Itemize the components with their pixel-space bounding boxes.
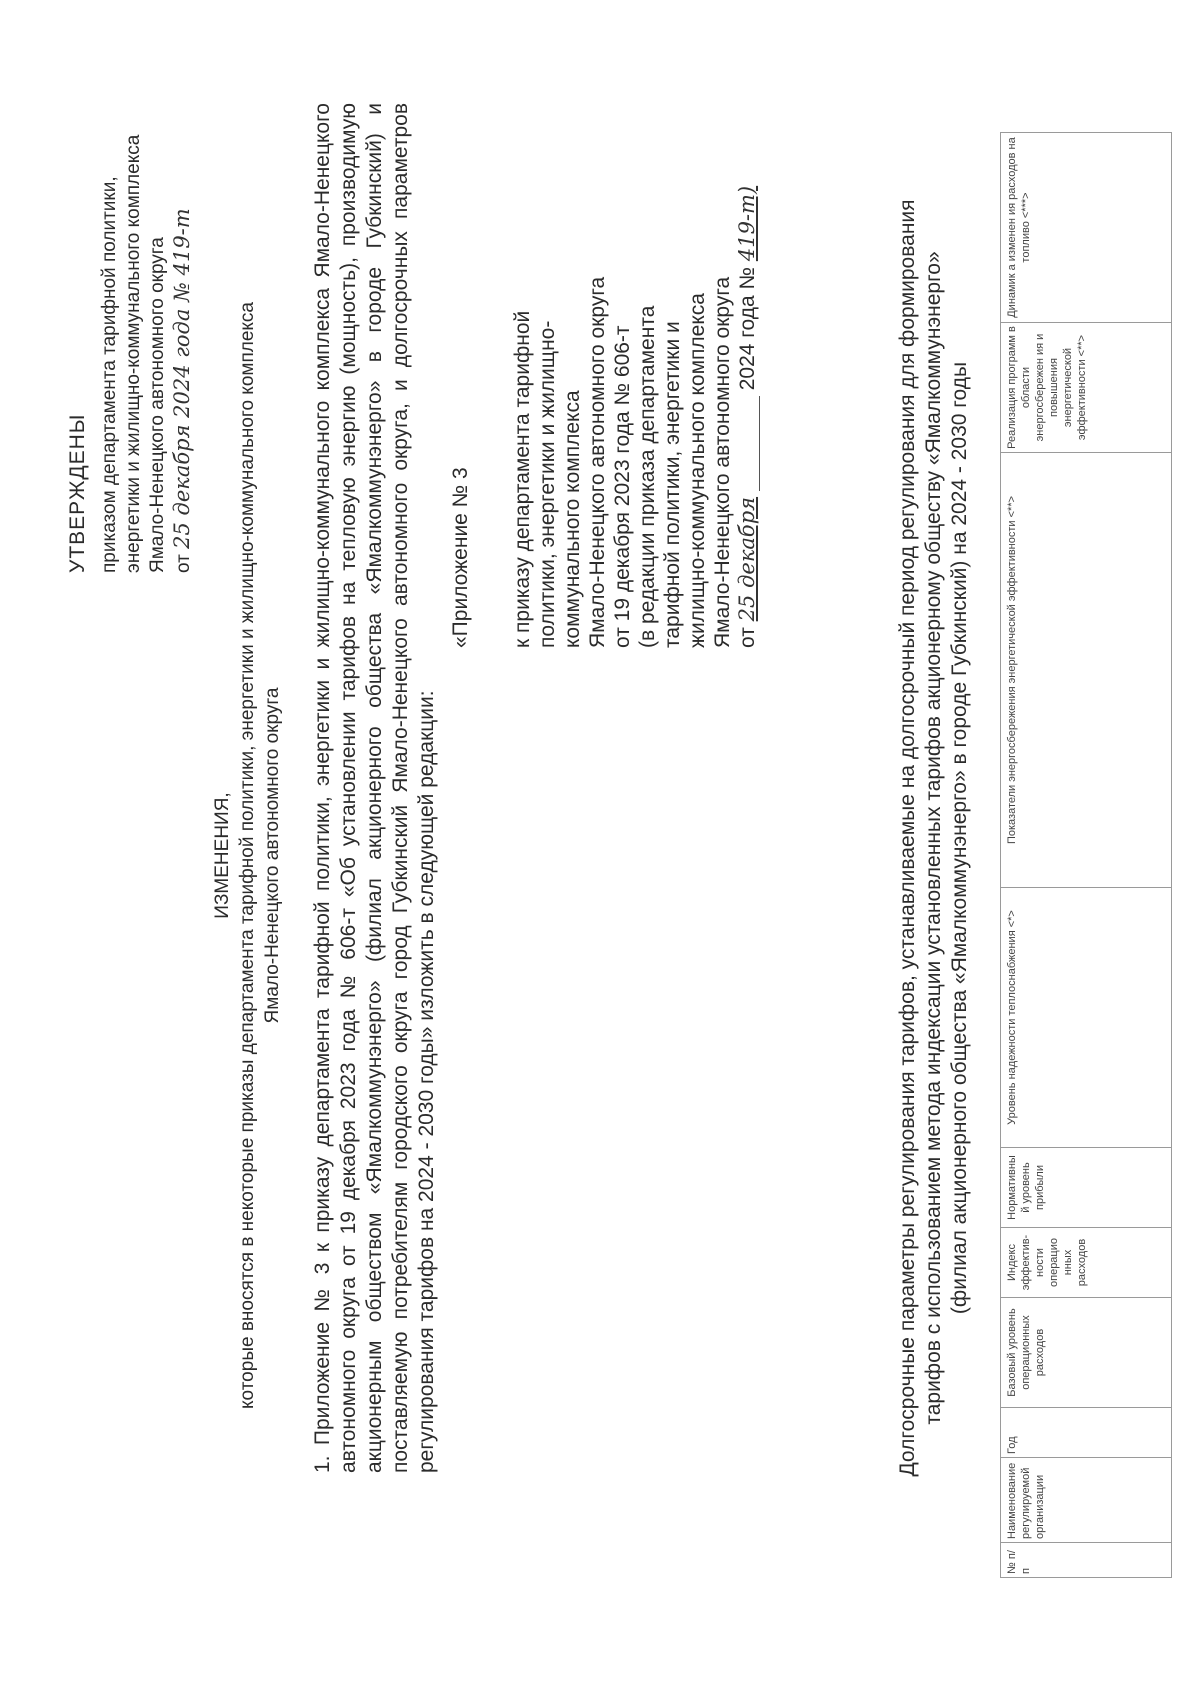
table-header-cell: Год xyxy=(1001,1408,1172,1458)
table-header-cell: Наименование регулируемой организации xyxy=(1001,1458,1172,1543)
table-header-cell: Реализация программ в области энергосбережен ия и повышения энергетической эффективности <**> xyxy=(1001,323,1172,453)
appendix-line: от 19 декабря 2023 года № 606-т xyxy=(611,325,634,648)
appendix-line: жилищно-коммунального комплекса xyxy=(686,293,709,648)
heading-line: Ямало-Ненецкого автономного округа xyxy=(262,687,283,1024)
appendix-line: тарифной политики, энергетики и xyxy=(661,321,684,648)
appendix-title: «Приложение № 3 xyxy=(449,467,472,648)
table-title-line: (филиал акционерного общества «Ямалкоммунэнерго» в городе Губкинский) на 2024 - 2030 годы xyxy=(948,361,971,1315)
appendix-date-prefix: от xyxy=(736,627,759,648)
parameters-table xyxy=(1000,132,1172,1578)
appendix-line: (в редакции приказа департамента xyxy=(636,305,659,648)
date-blank-line xyxy=(741,396,760,491)
approval-line: приказом департамента тарифной политики, xyxy=(99,176,120,573)
appendix-line: Ямало-Ненецкого автономного округа xyxy=(586,276,609,648)
appendix-line: Ямало-Ненецкого автономного округа xyxy=(711,276,734,648)
appendix-line: политики, энергетики и жилищно- xyxy=(536,320,559,648)
approval-block xyxy=(98,13,196,573)
approval-line: энергетики и жилищно-коммунального комплекса xyxy=(123,134,144,573)
table-header-cell: Нормативны й уровень прибыли xyxy=(1001,1148,1172,1228)
appendix-block xyxy=(510,88,760,648)
table-header-cell: Уровень надежности теплоснабжения <*> xyxy=(1001,888,1172,1148)
heading-line: которые вносятся в некоторые приказы департамента тарифной политики, энергетики и жилищно-коммунального комплекса xyxy=(237,302,258,1409)
paragraph-1: 1. Приложение № 3 к приказу департамента тарифной политики, энергетики и жилищно-коммунального комплекса Ямало-Ненецкого автономного округа от 19 декабря 2023 года № 606-т «Об установлении тарифов на тепловую энергию (мощность), производимую акционерным обществом «Ямалкоммунэнерго» (филиал акционерного общества «Ямалкоммунэнерго» в городе Губкинский) и поставляемую потребителям городского округа город Губкинский Ямало-Ненецкого автономного округа, и долгосрочных параметров регулирования тарифов на 2024 - 2030 годы» изложить в следующей редакции: xyxy=(311,103,438,1473)
table-title xyxy=(895,78,973,1598)
appendix-date-middle: 2024 года № xyxy=(736,267,759,391)
table-header-cell: Базовый уровень операционных расходов xyxy=(1001,1298,1172,1408)
appendix-line: к приказу департамента тарифной xyxy=(511,310,534,648)
approval-date-prefix: от xyxy=(173,554,194,573)
appendix-line: коммунального комплекса xyxy=(561,390,584,648)
table-header-cell: № п/п xyxy=(1001,1543,1172,1578)
table-header-row xyxy=(1001,133,1172,1578)
handwritten-date: 25 декабря xyxy=(735,496,759,622)
heading-title: ИЗМЕНЕНИЯ, xyxy=(212,792,233,919)
table-title-line: тарифов с использованием метода индексации установленных тарифов акционерному обществу «Ямалкоммунэнерго» xyxy=(922,251,945,1425)
handwritten-date: 25 декабря 2024 года № 419-т xyxy=(170,208,194,549)
approval-title: УТВЕРЖДЕНЫ xyxy=(66,413,89,573)
approval-line: Ямало-Ненецкого автономного округа xyxy=(147,237,168,573)
table-header-cell: Динамик а изменен ия расходов на топливо <***> xyxy=(1001,133,1172,323)
table-header-cell: Показатели энергосбережения энергетической эффективности <**> xyxy=(1001,453,1172,888)
handwritten-number: 419-т) xyxy=(735,185,759,262)
appendix-date xyxy=(735,88,760,648)
approval-date xyxy=(170,13,196,573)
table-header-cell: Индекс эффектив-ности операцио нных расходов xyxy=(1001,1228,1172,1298)
table-title-line: Долгосрочные параметры регулирования тарифов, устанавливаемые на долгосрочный период регулирования для формирования xyxy=(896,199,919,1477)
